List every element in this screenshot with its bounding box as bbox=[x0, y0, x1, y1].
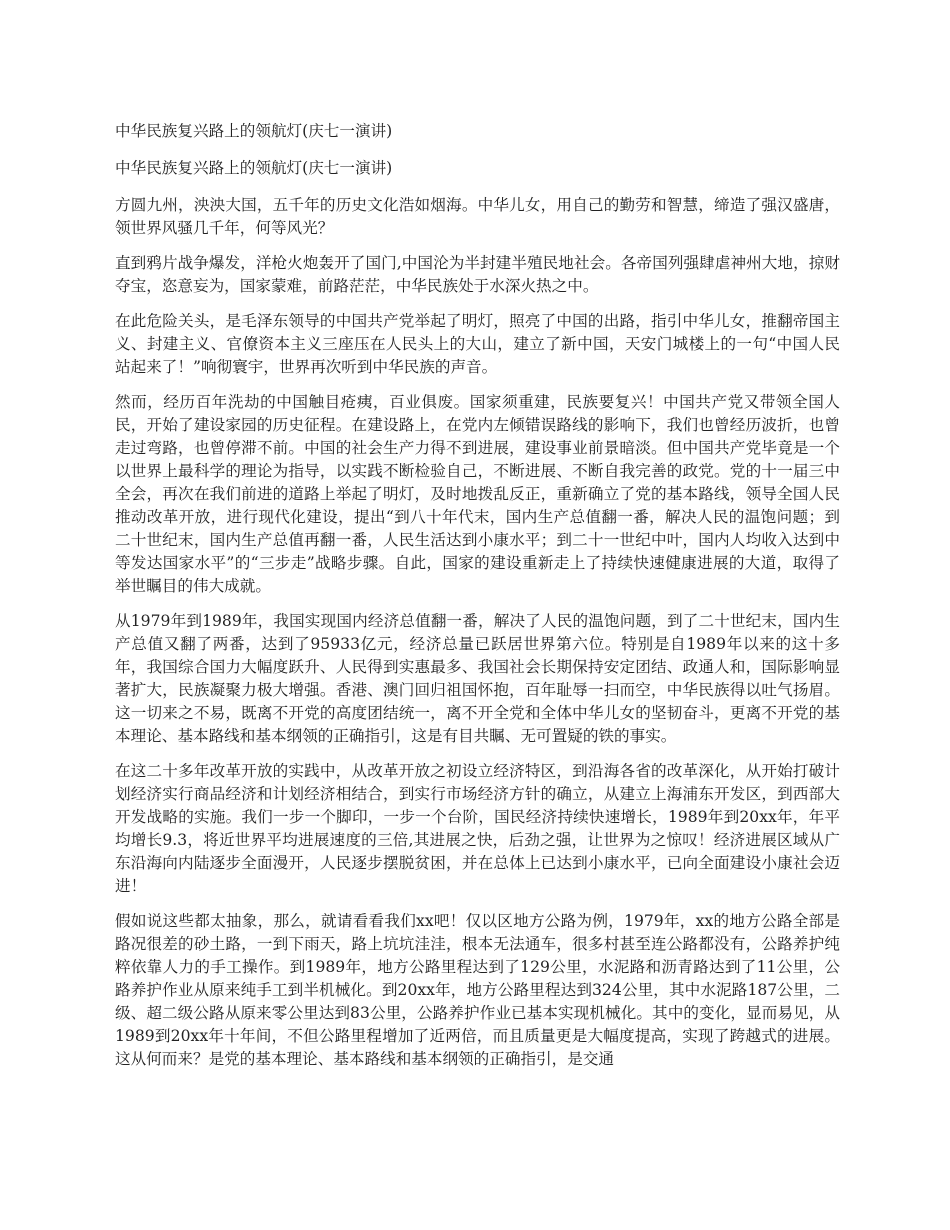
paragraph: 从1979年到1989年，我国实现国内经济总值翻一番，解决了人民的温饱问题，到了二十世纪末，国内生产总值又翻了两番，达到了95933亿元，经济总量已跃居世界第六位。特别是自1989年以来的这十多年，我国综合国力大幅度跃升、人民得到实惠最多、我国社会长期保持安定团结、政通人和，国际影响显著扩大，民族凝聚力极大增强。香港、澳门回归祖国怀抱，百年耻辱一扫而空，中华民族得以吐气扬眉。这一切来之不易，既离不开党的高度团结统一，离不开全党和全体中华儿女的坚韧奋斗，更离不开党的基本理论、基本路线和基本纲领的正确指引，这是有目共瞩、无可置疑的铁的事实。 bbox=[115, 612, 840, 745]
document-subtitle: 中华民族复兴路上的领航灯(庆七一演讲) bbox=[115, 159, 393, 177]
paragraph: 方圆九州，泱泱大国，五千年的历史文化浩如烟海。中华儿女，用自己的勤劳和智慧，缔造了强汉盛唐，领世界风骚几千年，何等风光？ bbox=[115, 196, 840, 237]
paragraph: 在这二十多年改革开放的实践中，从改革开放之初设立经济特区，到沿海各省的改革深化，从开始打破计划经济实行商品经济和计划经济相结合，到实行市场经济方针的确立，从建立上海浦东开发区，到西部大开发战略的实施。我们一步一个脚印，一步一个台阶，国民经济持续快速增长，1989年到20xx年，年平均增长9.3，将近世界平均进展速度的三倍,其进展之快，后劲之强，让世界为之惊叹！经济进展区域从广东沿海向内陆逐步全面漫开，人民逐步摆脱贫困，并在总体上已达到小康水平，已向全面建设小康社会迈进！ bbox=[115, 762, 840, 895]
document-page bbox=[115, 120, 840, 1083]
paragraph: 假如说这些都太抽象，那么，就请看看我们xx吧！仅以区地方公路为例，1979年，xx的地方公路全部是路况很差的砂土路，一到下雨天，路上坑坑洼洼，根本无法通车，很多村甚至连公路都没有，公路养护纯粹依靠人力的手工操作。到1989年，地方公路里程达到了129公里，水泥路和沥青路达到了11公里，公路养护作业从原来纯手工到半机械化。到20xx年，地方公路里程达到324公里，其中水泥路187公里，二级、超二级公路从原来零公里达到83公里，公路养护作业已基本实现机械化。其中的变化，显而易见，从1989到20xx年十年间，不但公路里程增加了近两倍，而且质量更是大幅度提高，实现了跨越式的进展。这从何而来？是党的基本理论、基本路线和基本纲领的正确指引，是交通 bbox=[115, 912, 840, 1068]
paragraph: 然而，经历百年洗劫的中国触目疮痍，百业俱废。国家须重建，民族要复兴！中国共产党又带领全国人民，开始了建设家园的历史征程。在建设路上，在党内左倾错误路线的影响下，我们也曾经历波折，也曾走过弯路，也曾停滞不前。中国的社会生产力得不到进展，建设事业前景暗淡。但中国共产党毕竟是一个以世界上最科学的理论为指导，以实践不断检验自己，不断进展、不断自我完善的政党。党的十一届三中全会，再次在我们前进的道路上举起了明灯，及时地拨乱反正，重新确立了党的基本路线，领导全国人民推动改革开放，进行现代化建设，提出“到八十年代末，国内生产总值翻一番，解决人民的温饱问题；到二十世纪末，国内生产总值再翻一番，人民生活达到小康水平；到二十一世纪中叶，国内人均收入达到中等发达国家水平”的“三步走”战略步骤。自此，国家的建设重新走上了持续快速健康进展的大道，取得了举世瞩目的伟大成就。 bbox=[115, 393, 840, 595]
paragraph: 直到鸦片战争爆发，洋枪火炮轰开了国门,中国沦为半封建半殖民地社会。各帝国列强肆虐神州大地，掠财夺宝，恣意妄为，国家蒙难，前路茫茫，中华民族处于水深火热之中。 bbox=[115, 254, 840, 295]
paragraph: 在此危险关头，是毛泽东领导的中国共产党举起了明灯，照亮了中国的出路，指引中华儿女，推翻帝国主义、封建主义、官僚资本主义三座压在人民头上的大山，建立了新中国，天安门城楼上的一句“中国人民站起来了！”响彻寰宇，世界再次听到中华民族的声音。 bbox=[115, 312, 840, 376]
document-title: 中华民族复兴路上的领航灯(庆七一演讲) bbox=[115, 122, 393, 140]
